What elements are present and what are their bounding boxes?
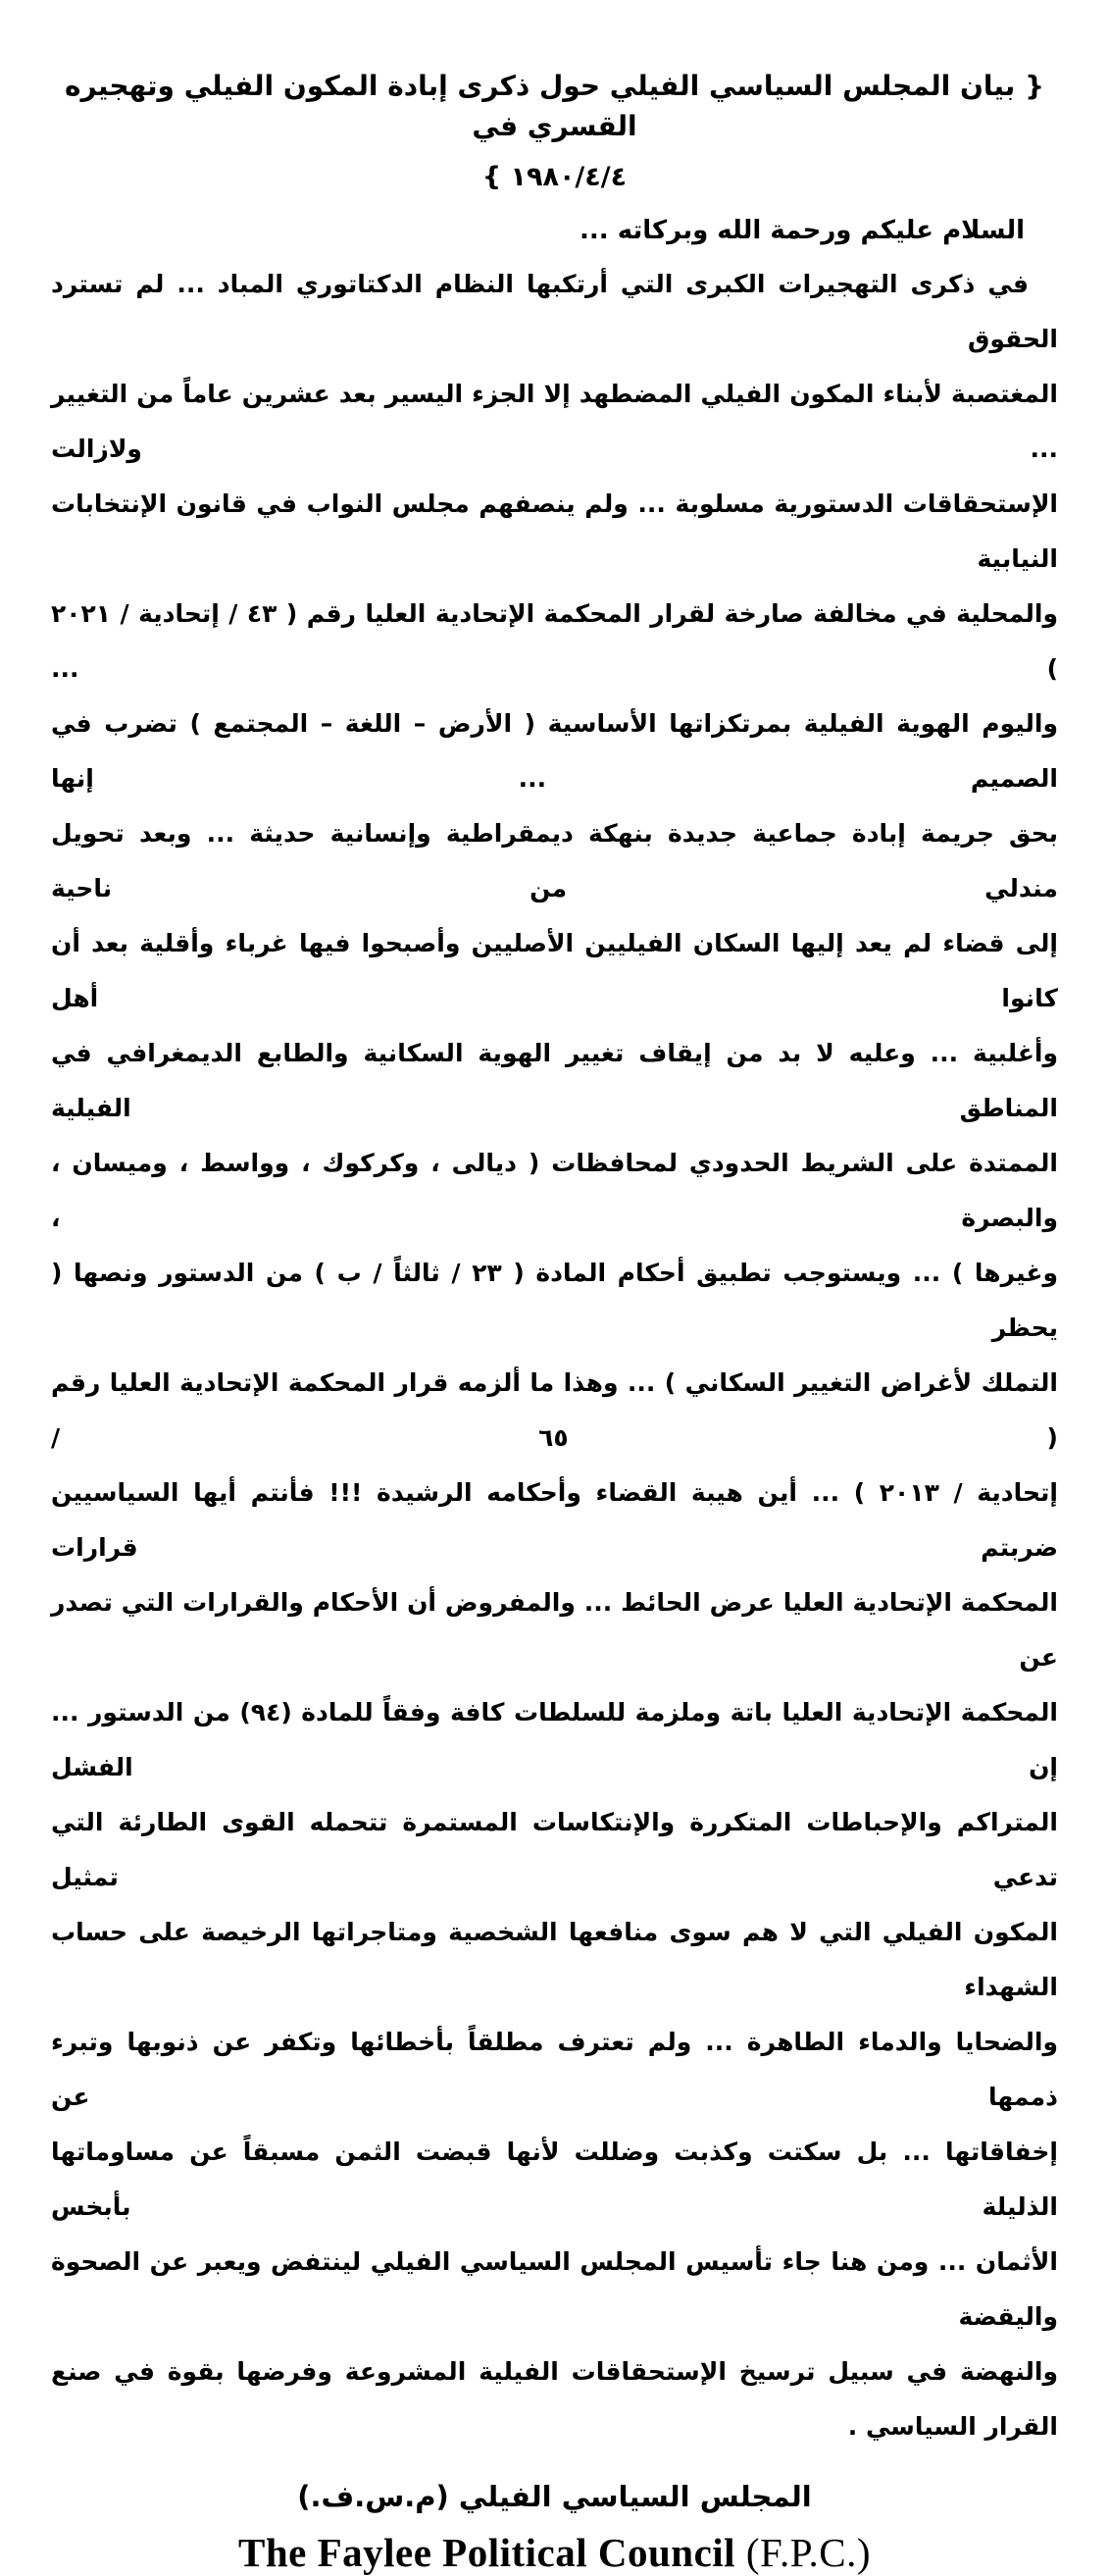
body-line: والنهضة في سبيل ترسيخ الإستحقاقات الفيلية المشروعة وفرضها بقوة في صنع القرار السياسي . bbox=[51, 2357, 1058, 2442]
body-line: الممتدة على الشريط الحدودي لمحافظات ( ديالى ، وكركوك ، وواسط ، وميسان ، والبصرة ، bbox=[51, 1149, 1058, 1233]
document-title-line1: { بيان المجلس السياسي الفيلي حول ذكرى إبادة المكون الفيلي وتهجيره القسري في bbox=[64, 70, 1045, 142]
body-line: إخفاقاتها ... بل سكتت وكذبت وضللت لأنها قبضت الثمن مسبقاً عن مساوماتها الذليلة بأبخس bbox=[51, 2138, 1058, 2222]
signature-arabic: المجلس السياسي الفيلي (م.س.ف.) bbox=[297, 2480, 812, 2514]
body-line: إلى قضاء لم يعد إليها السكان الفيليين الأصليين وأصبحوا فيها غرباء وأقلية بعد أن كانوا أهل bbox=[51, 929, 1058, 1013]
signature-english bbox=[51, 2529, 1058, 2576]
body-line: المحكمة الإتحادية العليا باتة وملزمة للسلطات كافة وفقاً للمادة (٩٤) من الدستور ... إن الفشل bbox=[51, 1698, 1058, 1782]
body-line: في ذكرى التهجيرات الكبرى التي أرتكبها النظام الدكتاتوري المباد ... لم تسترد الحقوق bbox=[51, 270, 1058, 354]
document-title-date-line: ١٩٨٠/٤/٤ } bbox=[481, 162, 628, 193]
signature-english-name: The Faylee Political Council bbox=[237, 2530, 736, 2576]
body-line: الإستحقاقات الدستورية مسلوبة ... ولم ينصفهم مجلس النواب في قانون الإنتخابات النيابية bbox=[51, 489, 1058, 574]
body-line: بحق جريمة إبادة جماعية جديدة بنهكة ديمقراطية وإنسانية حديثة ... وبعد تحويل مندلي من ناحية bbox=[51, 819, 1058, 903]
body-line: المحكمة الإتحادية العليا عرض الحائط ... والمفروض أن الأحكام والقرارات التي تصدر عن bbox=[51, 1588, 1058, 1673]
statement-body bbox=[51, 257, 1058, 2454]
body-line: والمحلية في مخالفة صارخة لقرار المحكمة الإتحادية العليا رقم ( ٤٣ / إتحادية / ٢٠٢١ ) ... bbox=[51, 599, 1058, 684]
body-line: التملك لأغراض التغيير السكاني ) ... وهذا ما ألزمه قرار المحكمة الإتحادية العليا رقم ( ٦٥ / bbox=[51, 1368, 1058, 1453]
body-line: الأثمان ... ومن هنا جاء تأسيس المجلس السياسي الفيلي لينتفض ويعبر عن الصحوة واليقضة bbox=[51, 2247, 1058, 2332]
body-line: واليوم الهوية الفيلية بمرتكزاتها الأساسية ( الأرض – اللغة – المجتمع ) تضرب في الصميم ... إنها bbox=[51, 709, 1058, 794]
greeting-line: السلام عليكم ورحمة الله وبركاته ... bbox=[580, 216, 1025, 246]
body-line: المتراكم والإحباطات المتكررة والإنتكاسات المستمرة تتحمله القوى الطارئة التي تدعي تمثيل bbox=[51, 1808, 1058, 1892]
body-line: المكون الفيلي التي لا هم سوى منافعها الشخصية ومتاجراتها الرخيصة على حساب الشهداء bbox=[51, 1918, 1058, 2002]
body-line: وأغلبية ... وعليه لا بد من إيقاف تغيير الهوية السكانية والطابع الديمغرافي في المناطق الفيلية bbox=[51, 1039, 1058, 1123]
signature-english-abbr: (F.P.C.) bbox=[745, 2530, 872, 2576]
body-line: المغتصبة لأبناء المكون الفيلي المضطهد إلا الجزء اليسير بعد عشرين عاماً من التغيير ... ولازالت bbox=[51, 380, 1058, 464]
body-line: وغيرها ) ... ويستوجب تطبيق أحكام المادة ( ٢٣ / ثالثاً / ب ) من الدستور ونصها ( يحظر bbox=[51, 1259, 1058, 1343]
body-line: إتحادية / ٢٠١٣ ) ... أين هيبة القضاء وأحكامه الرشيدة !!! فأنتم أيها السياسيين ضربتم قرارات bbox=[51, 1478, 1059, 1563]
body-line: والضحايا والدماء الطاهرة ... ولم تعترف مطلقاً بأخطائها وتكفر عن ذنوبها وتبرء ذممها عن bbox=[51, 2028, 1058, 2112]
